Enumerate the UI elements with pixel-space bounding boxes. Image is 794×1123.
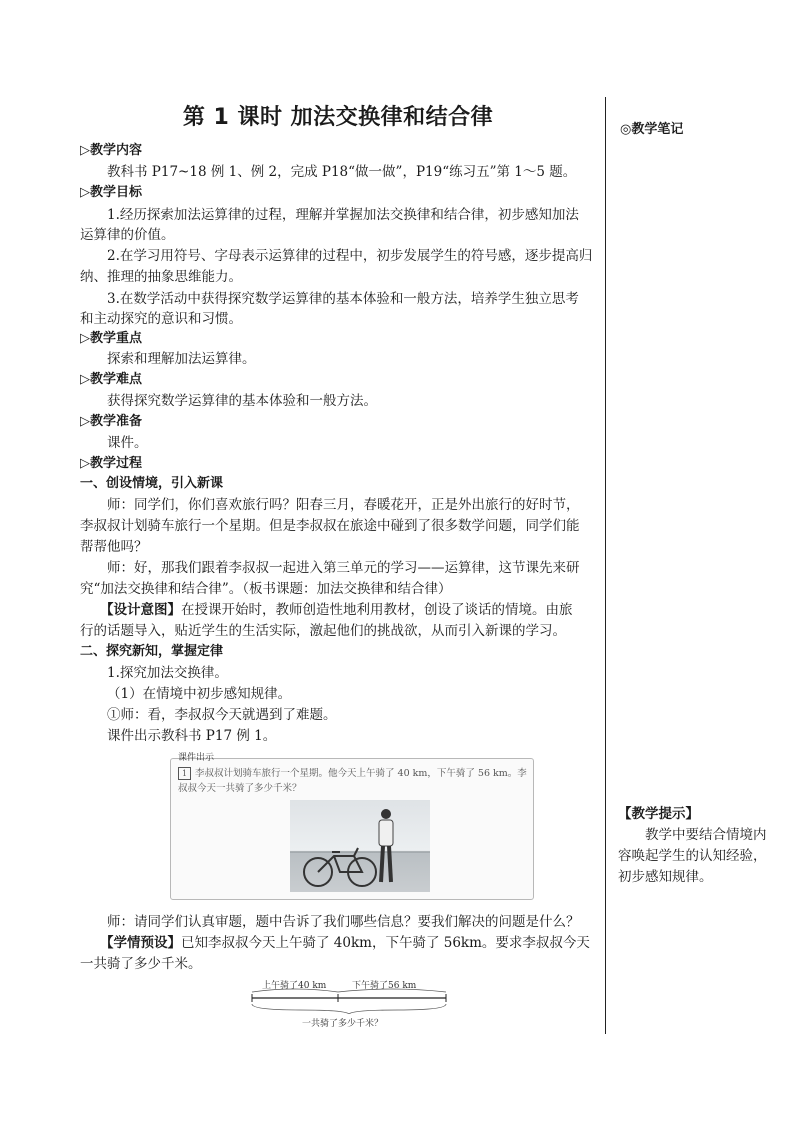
design-intent-text: 在授课开始时，教师创造性地利用教材，创设了谈话的情境。由旅 [181,602,573,618]
dialogue-1-line-1: 师：同学们，你们喜欢旅行吗？阳春三月，春暖花开，正是外出旅行的好时节， [107,497,580,513]
section-heading-difficulties: ▷教学难点 [80,372,142,387]
design-intent-line-2: 行的话题导入，贴近学生的生活实际，激起他们的挑战欲，从而引入新课的学习。 [80,623,566,639]
learning-preset-line-1 [80,931,616,951]
key-points-text: 探索和理解加法运算律。 [107,351,256,367]
figure-problem [178,766,528,796]
learning-preset-line-2: 一共骑了多少千米。 [80,956,202,972]
goal-1-line-2: 运算律的价值。 [80,227,175,243]
goal-3-line-1: 3.在数学活动中获得探究数学运算律的基本体验和一般方法，培养学生独立思考 [107,291,579,307]
dialogue-2-line-2: 究“加法交换律和结合律”。（板书课题：加法交换律和结合律） [80,581,452,597]
goal-3-line-2: 和主动探究的意识和习惯。 [80,311,242,327]
part-2-heading: 二、探究新知，掌握定律 [80,644,224,659]
content-text: 教科书 P17~18 例 1、例 2，完成 P18“做一做”，P19“练习五”第 1～5 题。 [107,164,577,180]
example-number: 1 [178,767,191,780]
cyclist-photo [290,800,430,892]
step-1-1-text: （1）在情境中初步感知规律。 [107,686,292,702]
segment-lines [250,984,450,1014]
bicycle-illustration [290,800,430,892]
notes-title: ◎教学笔记 [620,122,684,137]
figure-problem-text: 李叔叔计划骑车旅行一个星期。他今天上午骑了 40 km，下午骑了 56 km。李叔叔今天一共骑了多少千米？ [178,768,527,794]
teacher-prompt-text: ①师：看，李叔叔今天就遇到了难题。 [107,707,337,723]
tips-heading: 【教学提示】 [618,806,699,822]
dialogue-1-line-2: 李叔叔计划骑车旅行一个星期。但是李叔叔在旅途中碰到了很多数学问题，同学们能 [80,518,580,534]
page-title: 第 1 课时 加法交换律和结合律 [182,105,494,130]
part-1-heading: 一、创设情境，引入新课 [80,476,224,491]
dialogue-1-line-3: 帮帮他吗？ [80,539,148,555]
section-heading-goals: ▷教学目标 [80,185,142,200]
preparation-text: 课件。 [107,435,148,451]
morning-label: 上午骑了40 km [262,981,327,991]
difficulties-text: 获得探究数学运算律的基本体验和一般方法。 [107,393,377,409]
figure-label: 课件出示 [178,753,215,763]
courseware-figure [170,748,534,900]
learning-preset-label: 【学情预设】 [100,935,181,951]
section-heading-content: ▷教学内容 [80,143,142,158]
design-intent-line-1 [80,598,616,618]
design-intent-label: 【设计意图】 [100,602,181,618]
total-label: 一共骑了多少千米？ [302,1019,384,1029]
section-heading-key-points: ▷教学重点 [80,331,142,346]
teaching-tips [618,804,773,888]
goal-2-line-2: 纳、推理的抽象思维能力。 [80,269,242,285]
step-1-text: 1.探究加法交换律。 [107,665,228,681]
learning-preset-text: 已知李叔叔今天上午骑了 40km，下午骑了 56km。要求李叔叔今天 [181,935,590,951]
dialogue-2-line-1: 师：好，那我们跟着李叔叔一起进入第三单元的学习——运算律，这节课先来研 [107,560,580,576]
line-segment-diagram [250,976,450,1029]
tips-body: 教学中要结合情境内容唤起学生的认知经验，初步感知规律。 [618,827,767,885]
section-heading-process: ▷教学过程 [80,456,142,471]
afternoon-label: 下午骑了56 km [352,981,417,991]
courseware-instruction: 课件出示教科书 P17 例 1。 [107,728,277,744]
teacher-question-text: 师：请同学们认真审题，题中告诉了我们哪些信息？要我们解决的问题是什么？ [107,914,580,930]
section-heading-preparation: ▷教学准备 [80,414,142,429]
goal-1-line-1: 1.经历探索加法运算律的过程，理解并掌握加法交换律和结合律，初步感知加法 [107,207,579,223]
goal-2-line-1: 2.在学习用符号、字母表示运算律的过程中，初步发展学生的符号感，逐步提高归 [107,248,593,264]
